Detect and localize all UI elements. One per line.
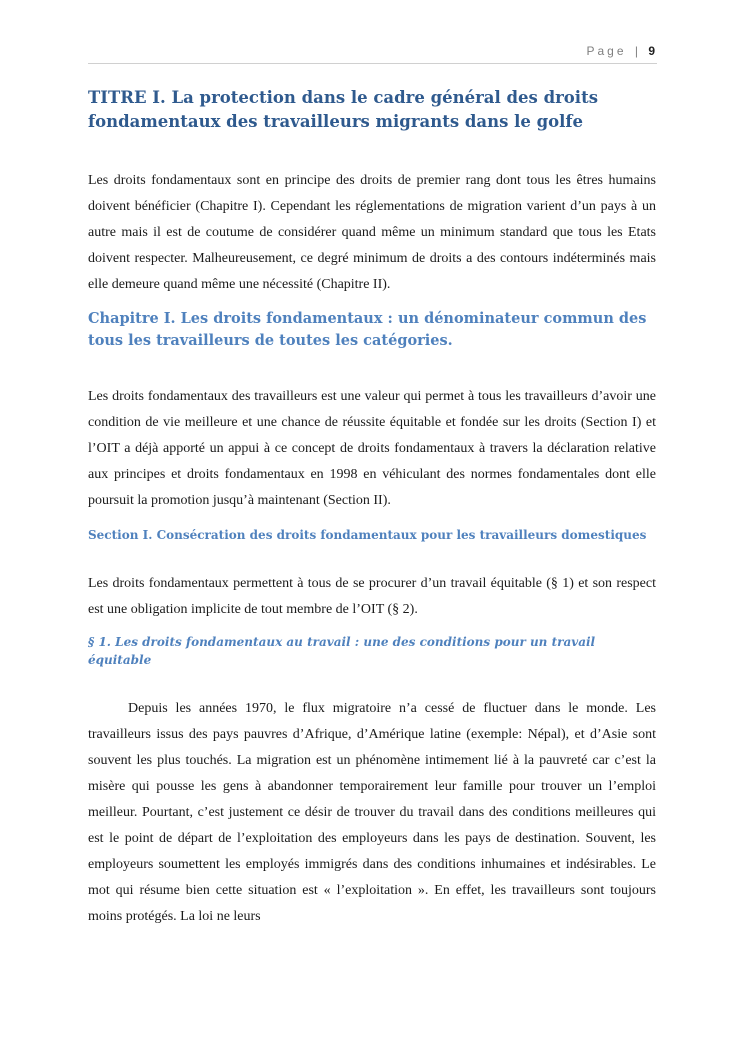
page-header xyxy=(586,44,655,58)
chapitre-heading: Chapitre I. Les droits fondamentaux : un dénominateur commun des tous les travailleurs de toutes les catégories. xyxy=(88,310,647,349)
page-number: 9 xyxy=(648,44,655,58)
section-heading: Section I. Consécration des droits fondamentaux pour les travailleurs domestiques xyxy=(88,528,647,542)
page-label: Page xyxy=(586,44,627,58)
paragraphe-heading: § 1. Les droits fondamentaux au travail : une des conditions pour un travail équitable xyxy=(88,635,596,667)
body-paragraph: Les droits fondamentaux sont en principe des droits de premier rang dont tous les êtres humains doivent bénéficier (Chapitre I). Cependant les réglementations de migration varient d’un pays à un autre mais il est de coutume de considérer quand même un minimum standard que tous les Etats doivent respecter. Malheureusement, ce degré minimum de droits a des contours indéterminés mais elle demeure quand même une nécessité (Chapitre II). xyxy=(88,173,656,292)
page-content xyxy=(88,86,656,938)
titre-heading: TITRE I. La protection dans le cadre général des droits fondamentaux des travailleurs migrants dans le golfe xyxy=(88,88,598,131)
body-paragraph: Les droits fondamentaux des travailleurs est une valeur qui permet à tous les travailleurs d’avoir une condition de vie meilleure et une chance de réussite équitable et fondée sur les droits (Section I) et l’OIT a déjà apporté un appui à ce concept de droits fondamentaux à travers la déclaration relative aux principes et droits fondamentaux en 1998 en véhiculant des normes fondamentales dont elle poursuit la promotion jusqu’à maintenant (Section II). xyxy=(88,389,656,508)
header-rule xyxy=(88,63,657,64)
body-paragraph: Depuis les années 1970, le flux migratoire n’a cessé de fluctuer dans le monde. Les travailleurs issus des pays pauvres d’Afrique, d’Amérique latine (exemple: Népal), et d’Asie sont souvent les plus touchés. La migration est un phénomène intimement lié à la pauvreté car c’est la misère qui pousse les gens à abandonner temporairement leur famille pour trouver un l’emploi meilleur. Pourtant, c’est justement ce désir de trouver du travail dans des conditions meilleures qui est le point de départ de l’exploitation des employeurs dans les pays de destination. Souvent, les employeurs soumettent les employés immigrés dans des conditions inhumaines et indésirables. Le mot qui résume bien cette situation est « l’exploitation ». En effet, les travailleurs sont toujours moins protégés. La loi ne leurs xyxy=(88,701,656,924)
body-paragraph: Les droits fondamentaux permettent à tous de se procurer d’un travail équitable (§ 1) et son respect est une obligation implicite de tout membre de l’OIT (§ 2). xyxy=(88,576,656,617)
page-separator: | xyxy=(634,44,638,58)
